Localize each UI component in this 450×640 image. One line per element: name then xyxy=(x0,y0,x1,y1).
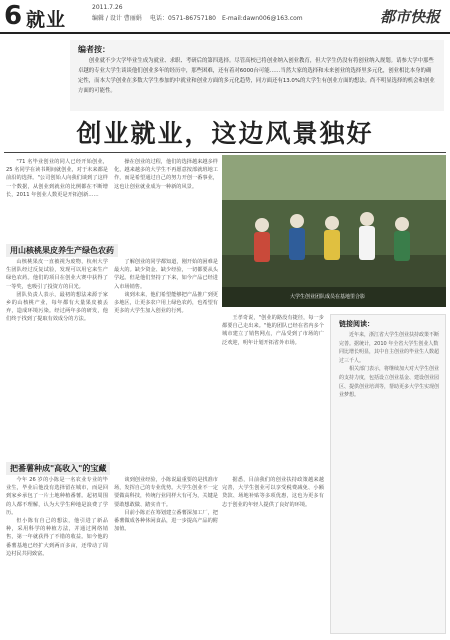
contact-info: 电话：0571-86757180 E-mail:dawn006@163.com xyxy=(150,15,303,22)
sidebar-paragraph: 近年来，浙江省大学生创业扶持政策不断完善。据统计，2010 年全省大学生创业人数同比增长明显，其中自主创业的毕业生人数超过三千人。 xyxy=(339,332,440,364)
potato-column-d xyxy=(114,476,218,636)
article-paragraph: 但小陈有自己的想法，他引进了新品种，采用科学的种植方法，并通过网络销售，第一年就获得了不错的收益。如今他的番薯基地已经扩大到两百多亩，还带动了周边村民共同致富。 xyxy=(6,518,108,557)
page-header xyxy=(0,0,450,34)
entrepreneur-column-f xyxy=(222,476,324,636)
article-paragraph: 据悉，目前我们的创业扶持政策越来越完善，大学生创业可以享受税费减免、小额贷款、场地补贴等多项优惠，这也为更多有志于创业的年轻人提供了良好的环境。 xyxy=(222,477,324,508)
intro-paragraph: "71 名毕业创业的同人已经开始创业，25 名同学在读书期间就创业，对于未来都是前沿的选择。"公司创始人向我们谈到了这样一个数据，从创业到就业的比例都在不断增长，2011 年创业人数更是开拓创新…… xyxy=(6,159,108,198)
article-paragraph: 目前小陈正在筹划建立番薯深加工厂，把番薯做成各种休闲食品，进一步提高产品的附加值。 xyxy=(114,509,218,533)
issue-date: 2011.7.26 xyxy=(92,4,123,11)
headline-divider xyxy=(4,152,446,153)
article-paragraph: 了解创业的同学都知道，刚开始的困难是最大的。缺少资金、缺少经验，一切都要从头学起。但是他们坚持了下来，如今产品已经进入市场销售。 xyxy=(114,259,218,290)
newspaper-masthead: 都市快报 xyxy=(379,8,440,26)
intro-column-1 xyxy=(6,158,108,199)
article-paragraph: 团队负责人表示，最初的想法来源于家乡的山核桃产业，每年都有大量果皮被丢弃，造成环境污染。经过两年多的研发，他们终于找到了提取有效成分的方法。 xyxy=(6,291,108,323)
sidebar-text xyxy=(339,331,441,400)
article-paragraph: 王孝奇说，"创业的路没有捷径，每一步都要自己走出来。"他的团队已经在省内多个城市建立了销售网点，产品受到了市场的广泛欢迎，明年计划开拓省外市场。 xyxy=(222,315,324,346)
section-number: 6 xyxy=(4,1,23,31)
photo-illustration xyxy=(222,155,446,307)
sidebar-heading: 链接阅读： xyxy=(339,320,374,328)
article-paragraph: 山核桃果皮一直被视为废物，杭州大学生团队经过反复试验，发现可以用它来生产绿色农药。他们的项目在创业大赛中获得了一等奖，也吸引了投资方的目光。 xyxy=(6,259,108,290)
article-paragraph: 今年 26 岁的小陈是一名农业专业的毕业生，毕业后他没有选择留在城市，而是回到家乡承包了一片土地种植番薯。起初周围的人都不理解，认为大学生种地是浪费了学历。 xyxy=(6,477,108,516)
editor-note-box xyxy=(70,40,444,111)
page-headline: 创业就业，这边风景独好 xyxy=(76,119,374,148)
team-photo xyxy=(222,155,446,307)
entrepreneur-column-e xyxy=(222,314,324,470)
section-name: 就业 xyxy=(26,9,67,31)
walnut-column-b xyxy=(114,258,218,456)
intro-column-2 xyxy=(114,158,218,191)
subhead-walnut: 用山核桃果皮养生产绿色农药 xyxy=(6,244,118,257)
subhead-sweet-potato: 把番薯种成"高收入"的宝藏 xyxy=(6,462,110,475)
sidebar-paragraph: 相关部门表示，将继续加大对大学生创业的支持力度，包括设立创业基金、建设创业园区、提供创业培训等，帮助更多大学生实现创业梦想。 xyxy=(339,366,440,399)
editor-note-text: 创业就不少大学毕业生成为就业、求职、考研后的第四选择。尽管高校已将创业纳入创业教育，但大学生仍没有将创业纳入规划。请参大学中那些卓越的专业大学生谈谈他们创业多年的经历中，那些困难，还有着对6000台可能……当然大家的选择和未来创业的选择里多元化，创业相比本身的确定性，而本大学创业在多数大学生参加的中就业和创业方面的多元化趋势，同方面还有13.0%的大学生有创业方面的想法。尚不明显选择的机会和创业方面的可能性。 xyxy=(78,58,435,94)
editor-credit: 编辑 / 设计 曹丽娟 xyxy=(92,15,142,22)
photo-caption: 大学生创业团队成员在基地里合影 xyxy=(290,294,366,300)
sidebar-related-reading xyxy=(330,314,446,634)
walnut-column-a xyxy=(6,258,108,456)
article-paragraph: 谈到创业经验，小陈说最重要的是找准市场，发挥自己的专业优势。大学生创业不一定要做高科技，传统行业同样大有可为，关键是要敢想敢做、踏实肯干。 xyxy=(114,477,218,508)
intro-paragraph: 操在创业的过程，他们的选择越来越多样化，越来越多的大学生不再愿意按部就班地工作，而是希望通过自己的努力开创一番事业，这也让创业就业成为一种新的风景。 xyxy=(114,159,218,190)
editor-note-label: 编者按： xyxy=(78,45,110,54)
article-paragraph: 谈到未来，他们希望能够把产品推广到更多地区，让更多农户用上绿色农药，也希望有更多的大学生加入创业的行列。 xyxy=(114,291,218,315)
potato-column-c xyxy=(6,476,108,636)
